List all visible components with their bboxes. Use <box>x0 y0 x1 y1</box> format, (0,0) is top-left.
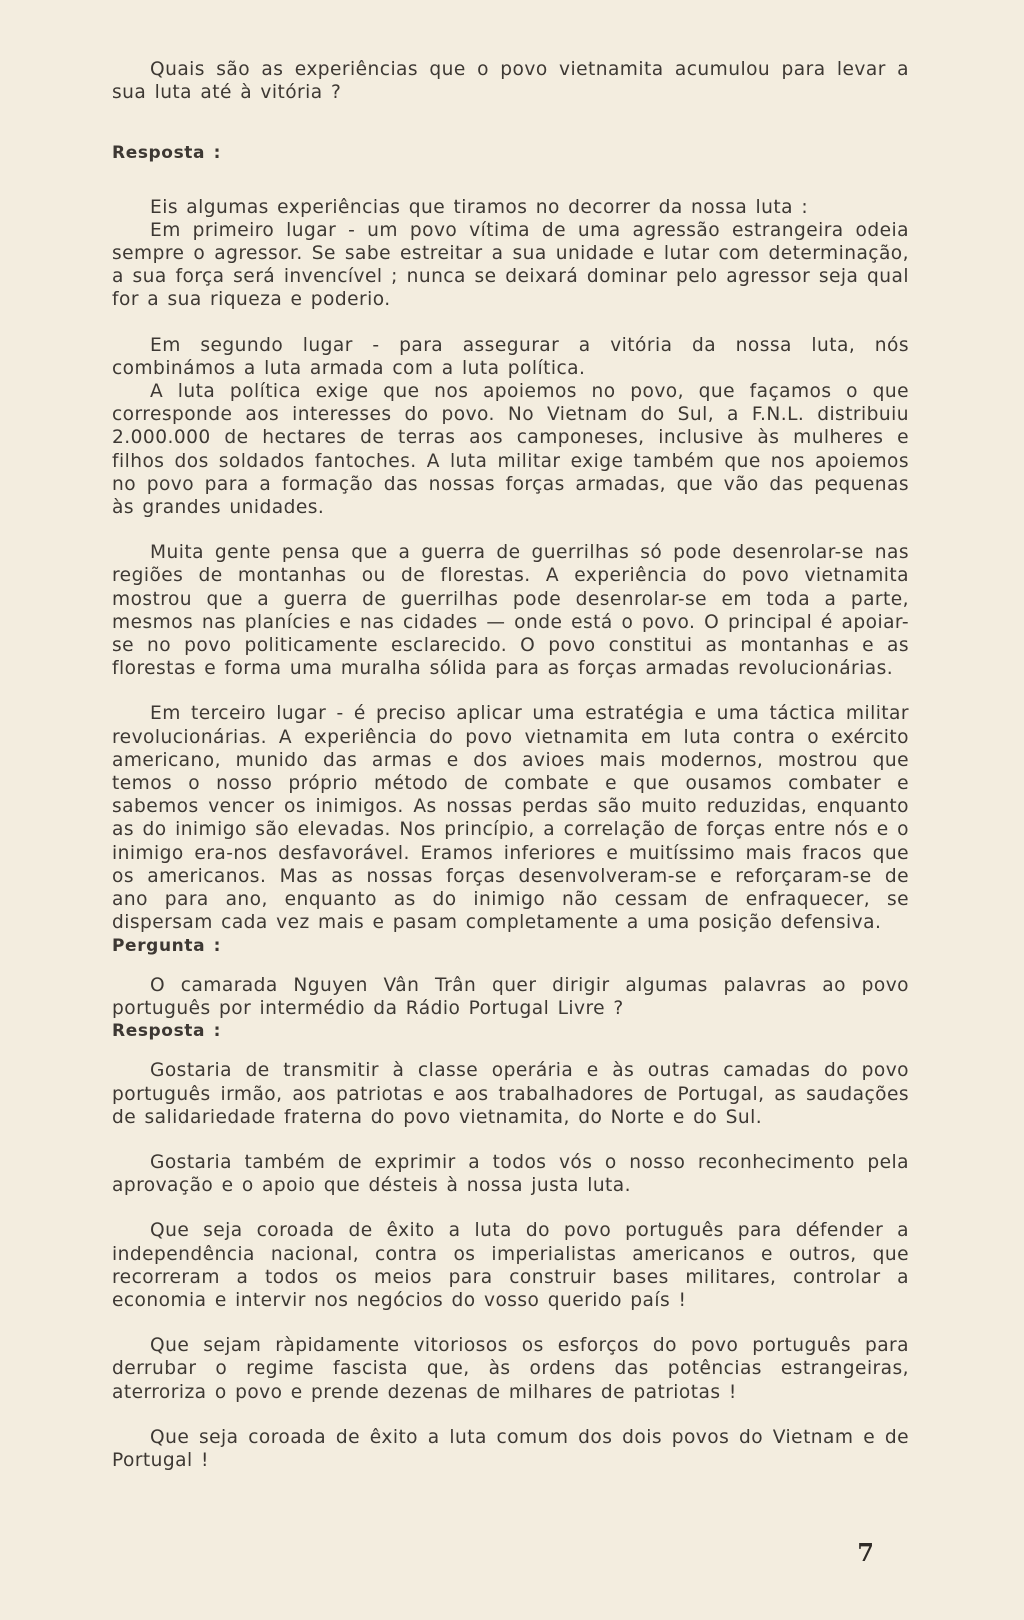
question-2: O camarada Nguyen Vân Trân quer dirigir algumas palavras ao povo português por intermédio da Rádio Portugal Livre ? <box>112 974 909 1019</box>
page-number: 7 <box>857 1538 874 1567</box>
answer-label-1: Resposta : <box>112 143 222 164</box>
answer1-second-point: Em segundo lugar - para assegurar a vitória da nossa luta, nós combinámos a luta armada com a luta política. <box>112 334 909 379</box>
answer1-intro: Eis algumas experiências que tiramos no decorrer da nossa luta : <box>150 196 809 218</box>
answer1-third-point: Em terceiro lugar - é preciso aplicar uma estratégia e uma táctica militar revolucionárias. A experiência do povo vietnamita em luta contra o exército americano, munido das armas e dos avioes mais modernos, mostrou que temos o nosso próprio método de combate e que ousamos combater e sabemos vencer os inimigos. As nossas perdas são muito reduzidas, enquanto as do inimigo são elevadas. Nos princípio, a correlação de forças entre nós e o inimigo era-nos desfavorável. Eramos inferiores e muitíssimo mais fracos que os americanos. Mas as nossas forças desenvolveram-se e reforçaram-se de ano para ano, enquanto as do inimigo não cessam de enfraquecer, se dispersam cada vez mais e pasam completamente a uma posição defensiva. <box>112 703 909 934</box>
answer1-guerrilla-warfare: Muita gente pensa que a guerra de guerrilhas só pode desenrolar-se nas regiões de montanhas ou de florestas. A experiência do povo vietnamita mostrou que a guerra de guerrilhas pode desenrolar-se em toda a parte, mesmos nas planícies e nas cidades — onde está o povo. O principal é apoiar-se no povo politicamente esclarecido. O povo constitui as montanhas e as florestas e forma uma muralha sólida para as forças armadas revolucionárias. <box>112 542 909 680</box>
answer-label-2: Resposta : <box>112 1021 222 1042</box>
question-1: Quais são as experiências que o povo vietnamita acumulou para levar a sua luta até à vitória ? <box>112 59 909 104</box>
answer2-common-struggle: Que seja coroada de êxito a luta comum dos dois povos do Vietnam e de Portugal ! <box>112 1426 909 1471</box>
answer2-greetings: Gostaria de transmitir à classe operária e às outras camadas do povo português irmão, aos patriotas e aos trabalhadores de Portugal, as saudações de salidariedade fraterna do povo vietnamita, do Norte e do Sul. <box>112 1060 909 1128</box>
answer2-overthrow-regime: Que sejam ràpidamente vitoriosos os esforços do povo português para derrubar o regime fascista que, às ordens das potências estrangeiras, aterroriza o povo e prende dezenas de milhares de patriotas ! <box>112 1335 909 1403</box>
question-label: Pergunta : <box>112 935 222 956</box>
answer2-independence: Que seja coroada de êxito a luta do povo português para défender a independência nacional, contra os imperialistas americanos e outros, que recorreram a todos os meios para construir bases militares, controlar a economia e intervir nos negócios do vosso querido país ! <box>112 1220 909 1311</box>
answer1-political-struggle: A luta política exige que nos apoiemos no povo, que façamos o que corresponde aos interesses do povo. No Vietnam do Sul, a F.N.L. distribuiu 2.000.000 de hectares de terras aos camponeses, inclusive às mulheres e filhos dos soldados fantoches. A luta militar exige também que nos apoiemos no povo para a formação das nossas forças armadas, que vão das pequenas às grandes unidades. <box>112 381 909 519</box>
answer2-gratitude: Gostaria também de exprimir a todos vós o nosso reconhecimento pela aprovação e o apoio que désteis à nossa justa luta. <box>112 1151 909 1197</box>
answer1-first-point: Em primeiro lugar - um povo vítima de uma agressão estrangeira odeia sempre o agressor. Se sabe estreitar a sua unidade e lutar com determinação, a sua força será invencível ; nunca se deixará dominar pelo agressor seja qual for a sua riqueza e poderio. <box>112 219 909 311</box>
